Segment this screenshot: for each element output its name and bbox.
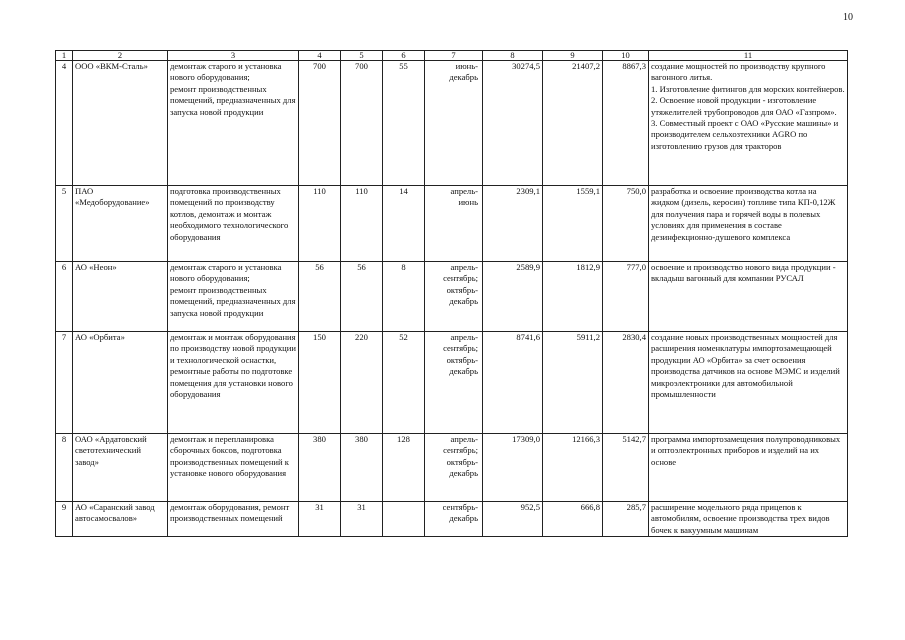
organization-name: АО «Саранский завод автосамосвалов» <box>73 502 168 537</box>
col-header: 9 <box>543 51 603 61</box>
col-header: 4 <box>299 51 341 61</box>
organization-name: ОАО «Ардатовский светотехнический завод» <box>73 434 168 502</box>
amount-cell: 777,0 <box>603 262 649 332</box>
row-number: 9 <box>56 502 73 537</box>
table-row <box>56 502 848 537</box>
page-number: 10 <box>843 12 853 23</box>
amount-cell: 952,5 <box>483 502 543 537</box>
amount-cell: 17309,0 <box>483 434 543 502</box>
amount-cell: 30274,5 <box>483 61 543 186</box>
col-header: 1 <box>56 51 73 61</box>
period-cell: апрель- сентябрь; октябрь- декабрь <box>425 262 483 332</box>
amount-cell: 2589,9 <box>483 262 543 332</box>
amount-cell: 5142,7 <box>603 434 649 502</box>
col-header: 5 <box>341 51 383 61</box>
table-row <box>56 434 848 502</box>
period-cell: апрель- июнь <box>425 186 483 262</box>
activity-description: демонтаж старого и установка нового оборудования; ремонт производственных помещений, предназначенных для запуска новой продукции <box>168 61 299 186</box>
table-row <box>56 332 848 434</box>
value-cell: 8 <box>383 262 425 332</box>
row-number: 6 <box>56 262 73 332</box>
value-cell: 56 <box>299 262 341 332</box>
period-cell: апрель- сентябрь; октябрь- декабрь <box>425 332 483 434</box>
organization-name: ООО «ВКМ-Сталь» <box>73 61 168 186</box>
value-cell: 31 <box>299 502 341 537</box>
row-number: 4 <box>56 61 73 186</box>
activity-description: демонтаж и монтаж оборудования по производству новой продукции и технологической оснастки, ремонтные работы по подготовке помещения для установки нового оборудования <box>168 332 299 434</box>
header-row <box>56 51 848 61</box>
amount-cell: 1559,1 <box>543 186 603 262</box>
value-cell: 52 <box>383 332 425 434</box>
period-cell: июнь- декабрь <box>425 61 483 186</box>
amount-cell: 5911,2 <box>543 332 603 434</box>
amount-cell: 8867,3 <box>603 61 649 186</box>
result-description: программа импортозамещения полупроводниковых и оптоэлектронных приборов и изделий на их основе <box>649 434 848 502</box>
amount-cell: 8741,6 <box>483 332 543 434</box>
value-cell: 380 <box>299 434 341 502</box>
amount-cell: 12166,3 <box>543 434 603 502</box>
col-header: 8 <box>483 51 543 61</box>
activity-description: демонтаж старого и установка нового оборудования; ремонт производственных помещений, предназначенных для запуска новой продукции <box>168 262 299 332</box>
row-number: 7 <box>56 332 73 434</box>
activity-description: подготовка производственных помещений по производству котлов, демонтаж и монтаж необходимого технологического оборудования <box>168 186 299 262</box>
amount-cell: 285,7 <box>603 502 649 537</box>
result-description: освоение и производство нового вида продукции - вкладыш вагонный для компании РУСАЛ <box>649 262 848 332</box>
result-description: создание мощностей по производству крупного вагонного литья. 1. Изготовление фитингов для морских контейнеров. 2. Освоение новой продукции - изготовление утяжелителей трубопроводов для ОАО «Газпром». 3. Совместный проект с ОАО «Русские машины» и производителем сельхозтехники AGRO по изготовлению грузов для тракторов <box>649 61 848 186</box>
value-cell: 31 <box>341 502 383 537</box>
value-cell <box>383 502 425 537</box>
col-header: 6 <box>383 51 425 61</box>
value-cell: 220 <box>341 332 383 434</box>
col-header: 10 <box>603 51 649 61</box>
value-cell: 380 <box>341 434 383 502</box>
amount-cell: 21407,2 <box>543 61 603 186</box>
result-description: разработка и освоение производства котла на жидком (дизель, керосин) топливе типа КП-0,12Ж для получения пара и горячей воды в полевых условиях для применения в составе дезинфекционно-душевого комплекса <box>649 186 848 262</box>
value-cell: 700 <box>299 61 341 186</box>
amount-cell: 1812,9 <box>543 262 603 332</box>
period-cell: апрель- сентябрь; октябрь- декабрь <box>425 434 483 502</box>
organization-name: ПАО «Медоборудование» <box>73 186 168 262</box>
value-cell: 700 <box>341 61 383 186</box>
organization-name: АО «Неон» <box>73 262 168 332</box>
row-number: 8 <box>56 434 73 502</box>
enterprise-table <box>55 50 848 537</box>
amount-cell: 750,0 <box>603 186 649 262</box>
activity-description: демонтаж и перепланировка сборочных боксов, подготовка производственных помещений к установке нового оборудования <box>168 434 299 502</box>
value-cell: 128 <box>383 434 425 502</box>
col-header: 2 <box>73 51 168 61</box>
value-cell: 110 <box>299 186 341 262</box>
col-header: 3 <box>168 51 299 61</box>
value-cell: 56 <box>341 262 383 332</box>
period-cell: сентябрь- декабрь <box>425 502 483 537</box>
amount-cell: 2830,4 <box>603 332 649 434</box>
amount-cell: 666,8 <box>543 502 603 537</box>
row-number: 5 <box>56 186 73 262</box>
result-description: создание новых производственных мощностей для расширения номенклатуры импортозамещающей продукции АО «Орбита» за счет освоения производства датчиков на основе МЭМС и изделий микроэлектроники для автомобильной промышленности <box>649 332 848 434</box>
table-row <box>56 61 848 186</box>
col-header: 11 <box>649 51 848 61</box>
activity-description: демонтаж оборудования, ремонт производственных помещений <box>168 502 299 537</box>
value-cell: 110 <box>341 186 383 262</box>
table-row <box>56 186 848 262</box>
value-cell: 14 <box>383 186 425 262</box>
amount-cell: 2309,1 <box>483 186 543 262</box>
result-description: расширение модельного ряда прицепов к автомобилям, освоение производства трех видов бочек к вакуумным машинам <box>649 502 848 537</box>
organization-name: АО «Орбита» <box>73 332 168 434</box>
value-cell: 150 <box>299 332 341 434</box>
col-header: 7 <box>425 51 483 61</box>
value-cell: 55 <box>383 61 425 186</box>
table-row <box>56 262 848 332</box>
